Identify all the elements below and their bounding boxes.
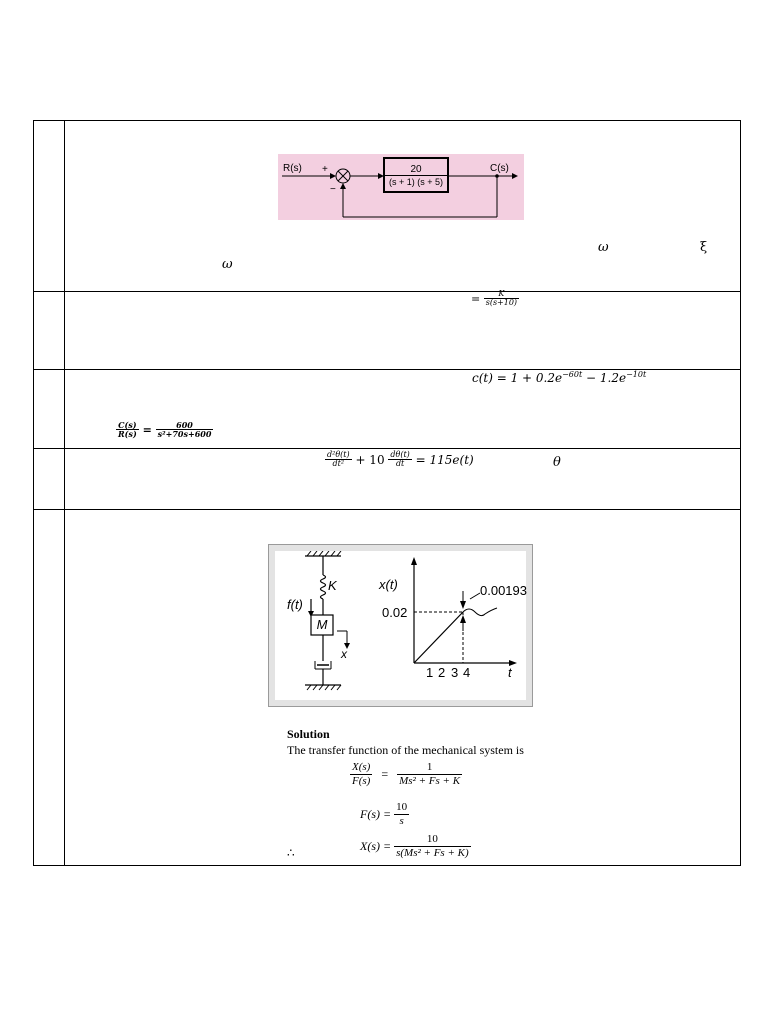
x-axis-label: t xyxy=(508,665,512,680)
fraction-denominator: dt² xyxy=(332,459,345,469)
fraction-numerator: dθ(t) xyxy=(390,450,410,459)
row-divider xyxy=(34,448,740,449)
row3-response-equation xyxy=(472,370,646,385)
row-divider xyxy=(34,291,740,292)
figure-panel xyxy=(275,551,526,700)
rhs-fraction xyxy=(397,762,462,787)
level-value: 0.02 xyxy=(382,605,408,620)
fraction-denominator: R(s) xyxy=(118,429,137,440)
fraction-numerator: d²θ(t) xyxy=(327,450,350,459)
fraction-numerator: 1 xyxy=(397,762,462,775)
tf-numerator: 20 xyxy=(410,164,422,175)
theta-symbol: θ xyxy=(553,455,561,470)
plus-term: + 10 xyxy=(355,453,385,468)
number-column xyxy=(34,121,65,865)
therefore-symbol: ∴ xyxy=(287,846,295,860)
omega-symbol: ω xyxy=(222,257,233,272)
equation-lhs: X(s) = xyxy=(360,838,392,853)
tf-denominator: (s + 1) (s + 5) xyxy=(384,175,448,187)
fraction-numerator: K xyxy=(484,290,519,299)
rhs-fraction xyxy=(394,834,471,859)
fraction-numerator: 600 xyxy=(156,421,214,430)
row3-transfer-function xyxy=(116,421,213,439)
response-part-2: − 1.2e xyxy=(582,371,627,385)
fraction-numerator: X(s) xyxy=(352,761,371,773)
rhs-fraction xyxy=(394,802,409,827)
solution-block xyxy=(278,722,528,864)
peak-value: 0.00193 xyxy=(480,583,527,598)
solution-heading: Solution xyxy=(287,727,330,741)
first-derivative xyxy=(388,451,411,469)
tick-label: 4 xyxy=(463,665,471,680)
xi-symbol: ξ xyxy=(700,240,708,255)
fraction-denominator: s(Ms² + Fs + K) xyxy=(396,846,469,859)
force-label: f(t) xyxy=(287,597,303,612)
mechanical-system-figure xyxy=(268,544,533,707)
tick-label: 3 xyxy=(451,665,459,680)
force-equation xyxy=(360,802,409,827)
tick-label: 1 xyxy=(426,665,434,680)
exponent-2: −10t xyxy=(626,370,647,379)
displacement-label: x xyxy=(341,647,347,661)
minus-sign: − xyxy=(330,184,336,195)
spring-label: K xyxy=(328,578,337,593)
fraction-denominator: F(s) xyxy=(352,774,371,787)
mass-label: M xyxy=(316,617,328,632)
fraction-denominator: Ms² + Fs + K xyxy=(399,774,461,787)
equation-lhs: F(s) = xyxy=(360,806,392,821)
rhs-fraction xyxy=(156,421,214,439)
fraction-numerator: C(s) xyxy=(116,421,139,430)
response-part-1: c(t) = 1 + 0.2e xyxy=(472,371,563,385)
transfer-function-equation: $\frac{X(s)}{F(s)}$ = $\frac{1}{\text{Ms² + Fs + K}}$ xyxy=(352,761,461,787)
row2-transfer-function xyxy=(471,290,519,308)
tick-label: 2 xyxy=(438,665,446,680)
fraction-numerator: 10 xyxy=(394,834,471,847)
fraction-denominator: dt xyxy=(395,459,405,469)
equals-sign: = xyxy=(142,423,152,437)
second-derivative xyxy=(325,451,352,469)
row4-differential-equation xyxy=(325,451,474,469)
lhs-fraction xyxy=(350,762,372,787)
row2-fraction xyxy=(484,290,519,308)
graph-y-label: x(t) xyxy=(379,577,398,592)
equals-sign: = xyxy=(471,292,481,306)
output-label: C(s) xyxy=(490,163,509,174)
exponent-1: −60t xyxy=(562,370,583,379)
displacement-equation xyxy=(360,834,471,859)
lhs-fraction xyxy=(116,421,139,439)
block-diagram xyxy=(278,154,524,220)
solution-intro: The transfer function of the mechanical system is xyxy=(287,743,524,757)
row-divider xyxy=(34,509,740,510)
fraction-denominator: s(s+10) xyxy=(485,298,518,308)
input-label: R(s) xyxy=(283,163,302,174)
omega-symbol: ω xyxy=(598,240,609,255)
fraction-numerator: 10 xyxy=(396,801,408,813)
rhs-term: = 115e(t) xyxy=(415,453,474,468)
fraction-denominator: s²+70s+600 xyxy=(157,429,212,440)
plus-sign: + xyxy=(322,164,328,175)
fraction-denominator: s xyxy=(399,814,404,827)
